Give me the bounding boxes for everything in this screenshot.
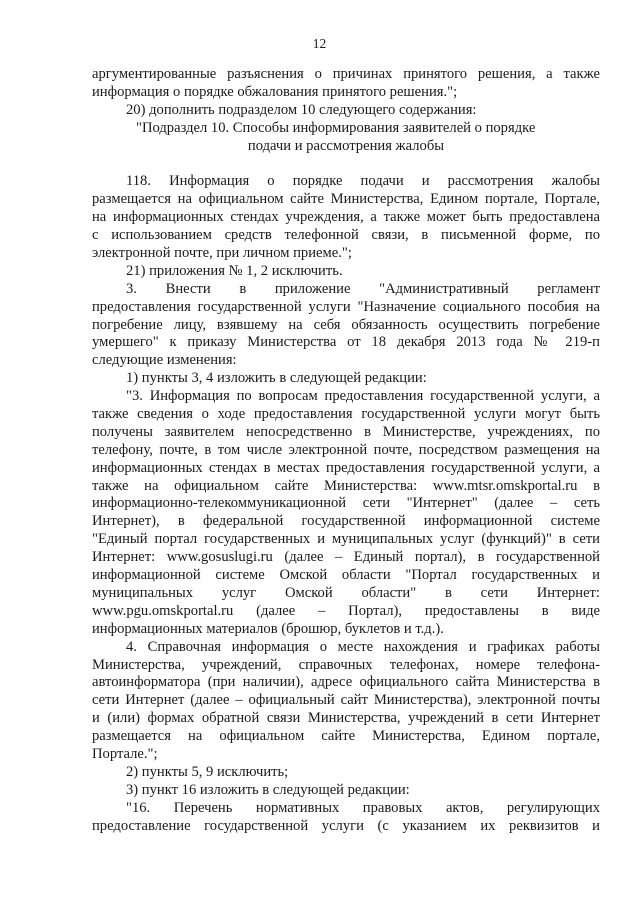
page-number: 12 — [312, 36, 327, 51]
text-line: муниципальных услуг Омской области" в сети Интернет: — [92, 584, 600, 601]
text-line: размещается на официальном сайте Министерства, Едином портале, Портале, — [92, 191, 600, 208]
document-body — [92, 66, 600, 835]
text-line: предоставления государственной услуги "Назначение социального пособия на — [92, 298, 600, 315]
text-line: размещается на официальном сайте Министерства, Едином портале, — [92, 728, 600, 745]
text-line: информационной системе Омской области "Портал государственных и — [92, 567, 600, 584]
text-line: "16. Перечень нормативных правовых актов, регулирующих — [126, 799, 600, 816]
text-line: 3. Внести в приложение "Административный регламент — [126, 280, 600, 297]
text-line: предоставление государственной услуги (с указанием их реквизитов и — [92, 817, 600, 834]
text-line: умершего" к приказу Министерства от 18 декабря 2013 года № 219-п — [92, 334, 600, 351]
text-line: 4. Справочная информация о месте нахождения и графиках работы — [126, 638, 600, 655]
text-line: электронной почте, при личном приеме."; — [92, 245, 352, 262]
text-line: 2) пункты 5, 9 исключить; — [126, 763, 289, 780]
text-line: на информационных стендах учреждения, а также может быть предоставлена — [92, 209, 600, 226]
text-line: подачи и рассмотрения жалобы — [247, 137, 445, 154]
text-line: Интернет: www.gosuslugi.ru (далее – Единый портал), в государственной — [92, 549, 600, 566]
text-line: 3) пункт 16 изложить в следующей редакции: — [126, 781, 410, 798]
text-line: информационно-телекоммуникационной сети "Интернет" (далее – сеть — [92, 495, 600, 512]
paragraph-gap — [92, 155, 600, 173]
text-line: "3. Информация по вопросам предоставления государственной услуги, а — [126, 388, 600, 405]
text-line: информация о порядке обжалования принятого решения."; — [92, 83, 458, 100]
text-line: Интернет), в федеральной государственной информационной системе — [92, 513, 600, 530]
text-line: и (или) формах обратной связи Министерства, учреждений в сети Интернет — [92, 710, 600, 727]
text-line: также на официальном сайте Министерства: www.mtsr.omskportal.ru в — [92, 477, 600, 494]
text-line: 20) дополнить подразделом 10 следующего содержания: — [126, 101, 477, 118]
text-line: "Подраздел 10. Способы информирования заявителей о порядке — [136, 119, 536, 136]
text-line: также сведения о ходе предоставления государственной услуги могут быть — [92, 406, 600, 423]
text-line: аргументированные разъяснения о причинах принятого решения, а также — [92, 66, 600, 82]
text-line: информационных материалов (брошюр, буклетов и т.д.). — [92, 620, 444, 637]
text-line: Портале."; — [92, 745, 158, 762]
text-line: 21) приложения № 1, 2 исключить. — [126, 262, 343, 279]
text-line: 118. Информация о порядке подачи и рассмотрения жалобы — [126, 173, 600, 190]
text-line: сети Интернет (далее – официальный сайт Министерства), электронной почты — [92, 692, 600, 709]
text-line: 1) пункты 3, 4 изложить в следующей редакции: — [126, 370, 427, 387]
text-line: Министерства, учреждений, справочных телефонах, номере телефона- — [92, 656, 600, 673]
text-line: получены заявителем непосредственно в Министерстве, учреждениях, по — [92, 423, 600, 440]
text-line: телефону, почте, в том числе электронной почте, посредством размещения на — [92, 441, 600, 458]
text-line: с использованием средств телефонной связи, в письменной форме, по — [92, 227, 600, 244]
text-line: www.pgu.omskportal.ru (далее – Портал), предоставлены в виде — [92, 602, 600, 619]
text-line: информационных стендах в местах предоставления государственной услуги, а — [92, 459, 600, 476]
text-line: "Единый портал государственных и муниципальных услуг (функций)" в сети — [92, 531, 600, 548]
text-line: автоинформатора (при наличии), адресе официального сайта Министерства в — [92, 674, 600, 691]
text-line: следующие изменения: — [92, 352, 237, 369]
text-line: погребение лицу, взявшему на себя обязанность осуществить погребение — [92, 316, 600, 333]
